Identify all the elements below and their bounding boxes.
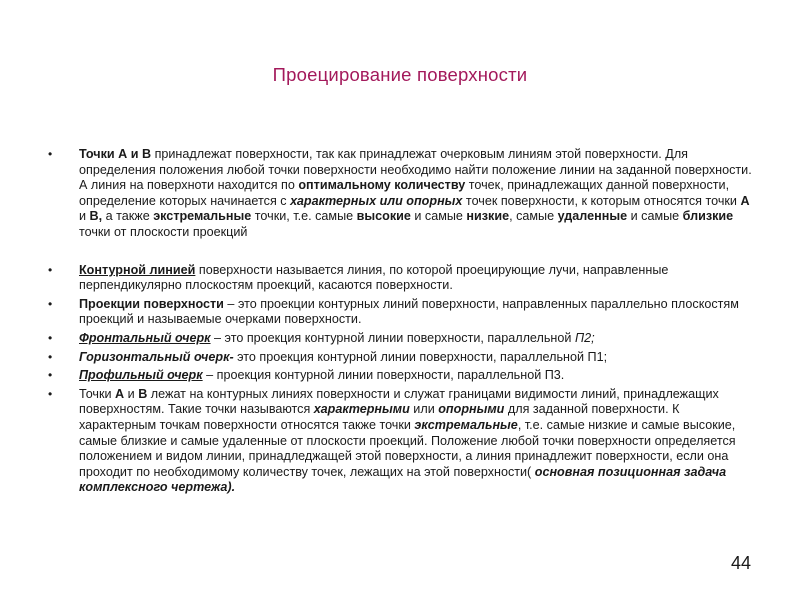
p1-text2: точек, принадлежащих данной поверхности, определение которых начинается с	[79, 178, 730, 208]
p5-text: это проекция контурной линии поверхности, параллельной П1;	[233, 349, 608, 364]
p3-text: – это проекции контурных линий поверхности, направленных параллельно плоскостям проекций и называемые очерками поверхности.	[79, 296, 739, 327]
bullet-horizontal-outline	[48, 350, 758, 366]
p4-plane: П2;	[574, 330, 595, 345]
bullet-points-contour	[48, 387, 758, 496]
p7-text4: , т.е. самые низкие и самые высокие, самые близкие и самые удаленные от плоскости проекций. Положение любой точки поверхности определяется положением и видом линии, принадледжащей этой поверхности, а линия принадлежит поверхности, если она проходит по необходимому количеству точек, лежащих на этой поверхности(	[79, 417, 736, 479]
p1-point-b: В,	[89, 209, 103, 224]
p7-extreme: экстремальные	[414, 417, 518, 432]
p1-extreme: экстремальные	[153, 209, 252, 224]
p1-remote: удаленные	[557, 209, 628, 224]
p2-text: поверхности называется линия, по которой проецирующие лучи, направленные перпендикулярно плоскостям проекций, касаются поверхности.	[79, 262, 669, 293]
p4-term: Фронтальный очерк	[79, 330, 211, 345]
p1-text3: точек поверхности, к которым относятся точки	[462, 193, 741, 208]
p1-text6: и самые	[410, 209, 467, 224]
p7-characteristic: характерными	[313, 402, 410, 417]
p1-text4: а также	[102, 209, 154, 224]
p1-high: высокие	[356, 209, 411, 224]
bullet-surface-projections	[48, 297, 758, 328]
bullet-profile-outline	[48, 368, 758, 384]
slide-title: Проецирование поверхности	[272, 64, 528, 85]
p6-text: – проекция контурной линии поверхности, параллельной П3.	[202, 368, 565, 383]
p7-text1: Точки	[79, 386, 116, 401]
p7-point-a: А	[115, 386, 125, 401]
p1-text5: точки, т.е. самые	[251, 209, 357, 224]
p1-optimal-count: оптимальному количеству	[298, 178, 466, 193]
p7-and: и	[124, 386, 139, 401]
p7-or: или	[409, 402, 439, 417]
p5-term: Горизонтальный очерк-	[79, 349, 234, 364]
bullet-contour-line	[48, 263, 758, 294]
p1-text: принадлежат поверхности, так как принадлежат очерковым линиям этой поверхности. Для определения положения любой точки поверхности необходимо найти положение линии на заданной поверхности. А линия на поверхноти находится по	[79, 147, 752, 193]
p3-term: Проекции поверхности	[79, 296, 224, 311]
slide-content	[48, 147, 758, 496]
bullet-frontal-outline	[48, 331, 758, 347]
p1-and: и	[79, 209, 90, 224]
p1-close: близкие	[682, 209, 734, 224]
page-number: 44	[730, 553, 751, 573]
p6-term: Профильный очерк	[79, 368, 203, 383]
p1-text9: точки от плоскости проекций	[79, 224, 248, 239]
p1-text8: и самые	[627, 209, 683, 224]
p1-text7: , самые	[509, 209, 558, 224]
p7-text2: лежат на контурных линиях поверхности и служат границами видимости линий, принадлежащих поверхностям. Такие точки называются	[79, 386, 719, 417]
p1-point-a: А	[740, 193, 750, 208]
p1-term: Точки А и В	[79, 147, 152, 161]
p2-term: Контурной линией	[79, 262, 196, 277]
p1-low: низкие	[466, 209, 510, 224]
p4-text: – это проекция контурной линии поверхности, параллельной	[210, 330, 575, 345]
p7-point-b: В	[138, 386, 148, 401]
p1-characteristic: характерных или опорных	[290, 193, 463, 208]
p7-text3: для заданной поверхности. К характерным точкам поверхности относятся также точки	[79, 402, 680, 432]
bullet-points-a-b	[48, 147, 758, 241]
p7-main-task: основная позиционная задача комплексного чертежа).	[79, 464, 727, 495]
p7-reference: опорными	[438, 402, 505, 417]
